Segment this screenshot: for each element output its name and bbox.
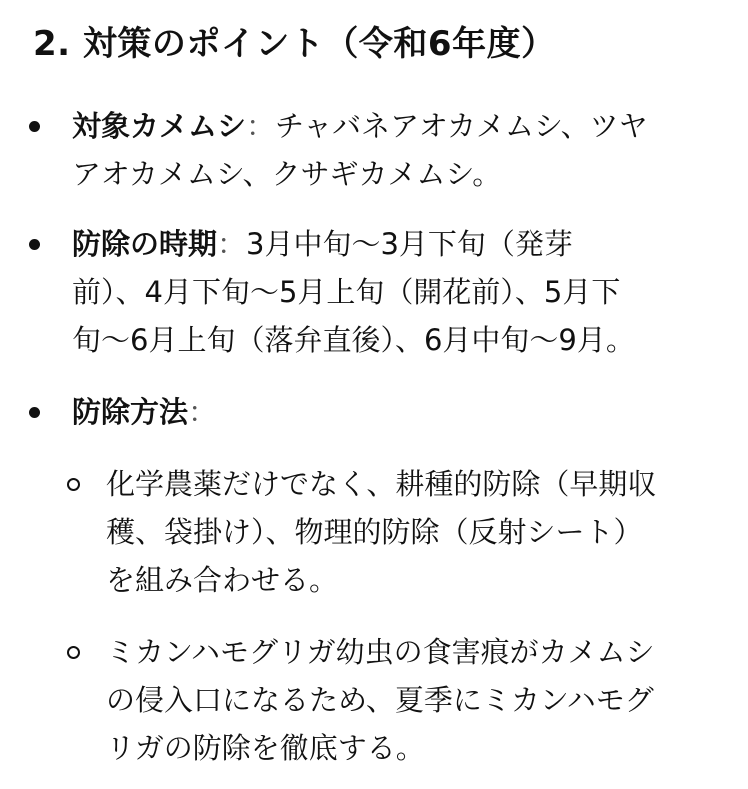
item-label: 防除の時期 — [72, 227, 218, 261]
item-line: 前）、4月下旬～5月上旬（開花前）、5月下 — [72, 275, 621, 309]
item-value: 3月中旬～3月下旬（発芽 — [246, 227, 573, 261]
sub-item-line: ミカンハモグリガ幼虫の食害痕がカメムシ — [106, 635, 655, 669]
item-line — [72, 388, 718, 436]
item-value: チャバネアオカメムシ、ツヤ — [275, 109, 648, 143]
sub-item-line: リガの防除を徹底する。 — [106, 731, 425, 765]
sub-item-line: 穫、袋掛け）、物理的防除（反射シート） — [106, 515, 643, 549]
item-line: 旬～6月上旬（落弁直後）、6月中旬～9月。 — [72, 323, 635, 357]
sub-item-text — [106, 460, 718, 604]
item-text — [72, 220, 718, 364]
bullet-icon — [29, 239, 40, 250]
item-separator: ： — [246, 109, 276, 143]
hollow-bullet-icon — [67, 646, 80, 659]
hollow-bullet-icon — [67, 478, 80, 491]
item-line — [72, 220, 718, 268]
sub-item-line: を組み合わせる。 — [106, 563, 339, 597]
section-heading: 2. 対策のポイント（令和6年度） — [33, 24, 556, 64]
item-text — [72, 102, 718, 198]
sub-item-line: 化学農薬だけでなく、耕種的防除（早期収 — [106, 467, 657, 501]
item-line: アオカメムシ、クサギカメムシ。 — [72, 157, 502, 191]
bullet-icon — [29, 121, 40, 132]
item-separator: ： — [188, 395, 218, 429]
item-label: 対象カメムシ — [72, 109, 247, 143]
sub-item-text — [106, 628, 718, 772]
item-line — [72, 102, 718, 150]
bullet-icon — [29, 407, 40, 418]
item-label: 防除方法 — [72, 395, 189, 429]
item-text — [72, 388, 718, 436]
item-separator: ： — [217, 227, 247, 261]
sub-item-line: の侵入口になるため、夏季にミカンハモグ — [106, 683, 654, 717]
